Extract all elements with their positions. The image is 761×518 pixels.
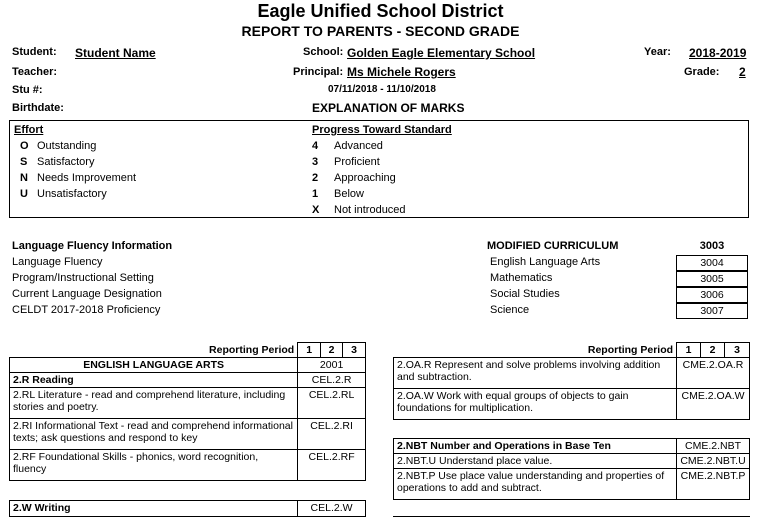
progress-code: 3: [312, 156, 319, 168]
student-label: Student:: [12, 46, 57, 58]
curriculum-code: 3007: [676, 303, 748, 319]
curriculum-label: Science: [490, 304, 530, 316]
writing-table: [9, 500, 366, 517]
standard-row: 2.NBT.P Use place value understanding and properties of operations to add and subtract.: [394, 469, 677, 500]
progress-label: Approaching: [334, 172, 396, 184]
date-range: 07/11/2018 - 11/10/2018: [328, 84, 436, 95]
standard-row: 2.NBT.U Understand place value.: [394, 454, 677, 469]
modified-curriculum-code: 3003: [699, 240, 725, 252]
curriculum-label: Mathematics: [490, 272, 553, 284]
period-3: 3: [724, 343, 749, 358]
period-2: 2: [701, 343, 725, 358]
writing-code: CEL.2.W: [298, 501, 366, 517]
standard-row: 2.RL Literature - read and comprehend literature, including stories and poetry.: [10, 388, 298, 419]
student-name: Student Name: [75, 46, 156, 60]
curriculum-code: 3005: [676, 271, 748, 287]
reporting-period-label: Reporting Period: [10, 343, 298, 358]
effort-label: Unsatisfactory: [37, 188, 107, 200]
effort-code: U: [20, 188, 28, 200]
progress-code: 2: [312, 172, 319, 184]
nbt-header-code: CME.2.NBT: [677, 439, 750, 454]
grade-label: Grade:: [684, 66, 720, 78]
period-2: 2: [321, 343, 343, 358]
progress-label: Proficient: [334, 156, 380, 168]
grade-value: 2: [739, 65, 746, 79]
effort-label: Needs Improvement: [37, 172, 137, 184]
progress-code: 1: [312, 188, 319, 200]
language-title: Language Fluency Information: [12, 240, 173, 252]
standard-code: CME.2.OA.W: [677, 389, 750, 420]
effort-code: O: [20, 140, 29, 152]
writing-row: 2.W Writing: [10, 501, 298, 517]
subject-code: 2001: [298, 358, 366, 373]
standard-row: 2.OA.R Represent and solve problems involving addition and subtraction.: [394, 358, 677, 389]
standard-code: CEL.2.RI: [298, 419, 366, 450]
period-1: 1: [677, 343, 701, 358]
curriculum-label: English Language Arts: [490, 256, 601, 268]
curriculum-code: 3004: [676, 255, 748, 271]
math-table: [393, 342, 750, 420]
district-title: Eagle Unified School District: [257, 1, 504, 21]
report-title: REPORT TO PARENTS - SECOND GRADE: [241, 23, 520, 39]
progress-code: 4: [312, 140, 319, 152]
standard-row: 2.R Reading: [10, 373, 298, 388]
progress-label: Below: [334, 188, 364, 200]
progress-code: X: [312, 204, 320, 216]
language-item: Language Fluency: [12, 256, 103, 268]
progress-title: Progress Toward Standard: [312, 124, 452, 136]
marks-heading: EXPLANATION OF MARKS: [312, 101, 465, 115]
curriculum-code: 3006: [676, 287, 748, 303]
effort-code: N: [20, 172, 28, 184]
period-3: 3: [343, 343, 366, 358]
language-item: Current Language Designation: [12, 288, 162, 300]
progress-label: Not introduced: [334, 204, 406, 216]
standard-code: CEL.2.R: [298, 373, 366, 388]
school-label: School:: [303, 46, 344, 58]
school-name: Golden Eagle Elementary School: [347, 46, 536, 60]
period-1: 1: [298, 343, 321, 358]
principal-label: Principal:: [293, 66, 344, 78]
effort-code: S: [20, 156, 28, 168]
subject-title: ENGLISH LANGUAGE ARTS: [10, 358, 298, 373]
teacher-label: Teacher:: [12, 66, 58, 78]
standard-row: 2.RF Foundational Skills - phonics, word recognition, fluency: [10, 450, 298, 481]
effort-label: Satisfactory: [37, 156, 95, 168]
language-item: Program/Instructional Setting: [12, 272, 154, 284]
principal-name: Ms Michele Rogers: [347, 65, 456, 79]
reporting-period-label: Reporting Period: [394, 343, 677, 358]
stu-label: Stu #:: [12, 84, 43, 96]
year-label: Year:: [644, 46, 671, 58]
effort-label: Outstanding: [37, 140, 97, 152]
ela-table: [9, 342, 366, 481]
year-value: 2018-2019: [689, 46, 747, 60]
standard-code: CEL.2.RF: [298, 450, 366, 481]
standard-code: CME.2.NBT.U: [677, 454, 750, 469]
birthdate-label: Birthdate:: [12, 102, 64, 114]
nbt-table: [393, 438, 750, 500]
standard-code: CEL.2.RL: [298, 388, 366, 419]
standard-row: 2.OA.W Work with equal groups of objects to gain foundations for multiplication.: [394, 389, 677, 420]
progress-label: Advanced: [334, 140, 383, 152]
standard-row: [10, 419, 298, 450]
standard-code: CME.2.NBT.P: [677, 469, 750, 500]
nbt-header: 2.NBT Number and Operations in Base Ten: [394, 439, 677, 454]
standard-code: CME.2.OA.R: [677, 358, 750, 389]
effort-title: Effort: [14, 124, 44, 136]
standard-row-text: 2.RI Informational Text - read and comprehend informational texts; ask questions and respond to key: [13, 420, 293, 444]
language-item: CELDT 2017-2018 Proficiency: [12, 304, 161, 316]
curriculum-label: Social Studies: [490, 288, 560, 300]
modified-curriculum-title: MODIFIED CURRICULUM: [487, 240, 619, 252]
bottom-rule: [393, 516, 750, 517]
